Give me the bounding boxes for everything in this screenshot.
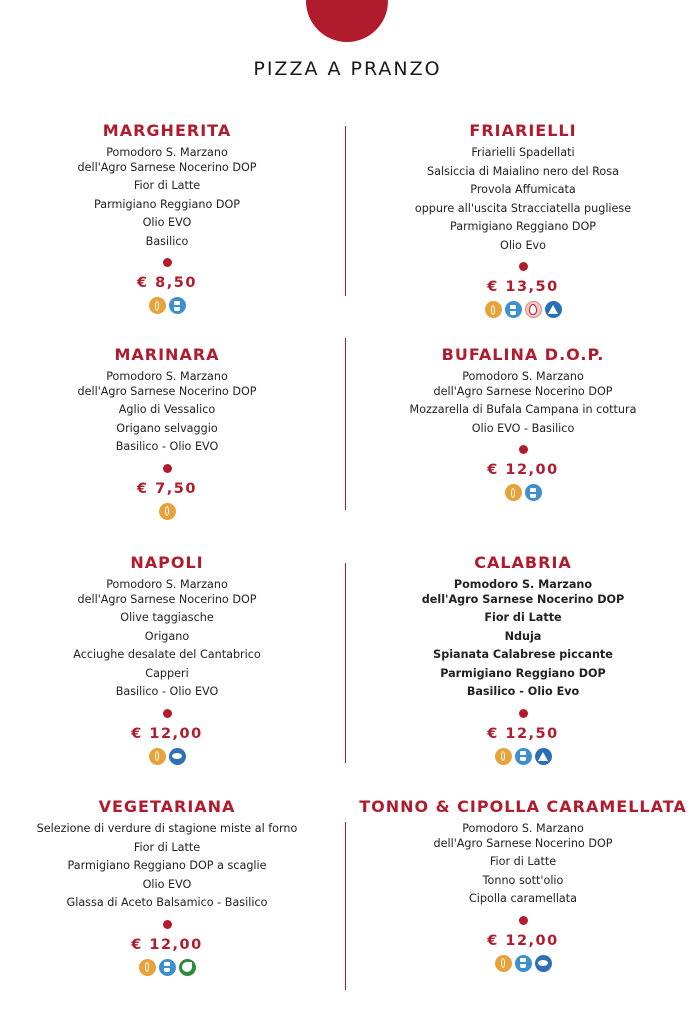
milk-icon [505, 301, 522, 318]
ingredient: oppure all'uscita Stracciatella pugliese [414, 201, 632, 215]
ingredient: Parmigiano Reggiano DOP [440, 666, 606, 680]
ingredient: dell'Agro Sarnese Nocerino DOP [421, 592, 625, 606]
pizza-card [0, 553, 337, 765]
ingredient: Olio EVO [142, 877, 192, 891]
ingredient: dell'Agro Sarnese Nocerino DOP [77, 384, 257, 398]
separator-dot [519, 445, 528, 454]
ingredient: Selezione di verdure di stagione miste al forno [36, 822, 298, 835]
pizza-name: BUFALINA D.O.P. [441, 345, 605, 364]
wheat-icon [495, 955, 512, 972]
wheat-icon [485, 301, 502, 318]
wheat-icon [495, 748, 512, 765]
milk-icon [515, 955, 532, 972]
ingredient: Nduja [504, 629, 542, 643]
egg-icon [525, 301, 542, 318]
wheat-icon [505, 484, 522, 501]
milk-icon [169, 297, 186, 314]
divider-1 [345, 126, 346, 296]
celery-icon [179, 959, 196, 976]
price: € 12,00 [487, 462, 559, 478]
ingredient: Pomodoro S. Marzano [453, 578, 593, 591]
ingredient: Fior di Latte [133, 840, 201, 854]
separator-dot [519, 262, 528, 271]
wheat-icon [159, 503, 176, 520]
ingredient: Spianata Calabrese piccante [433, 648, 613, 661]
ingredient: Parmigiano Reggiano DOP [449, 220, 597, 233]
wheat-icon [149, 297, 166, 314]
ingredient: Fior di Latte [489, 855, 557, 868]
ingredient: dell'Agro Sarnese Nocerino DOP [77, 160, 257, 174]
separator-dot [163, 920, 172, 929]
allergen-icons [0, 503, 337, 520]
ingredient: Origano selvaggio [116, 421, 218, 435]
ingredient: Provola Affumicata [470, 183, 576, 196]
ingredient: Pomodoro S. Marzano [106, 578, 228, 591]
separator-dot [519, 709, 528, 718]
allergen-icons [353, 748, 693, 765]
fish-icon [169, 748, 186, 765]
ingredient: Olio EVO - Basilico [471, 421, 575, 435]
ingredient: Pomodoro S. Marzano [462, 822, 584, 835]
ingredient: Aglio di Vessalico [118, 403, 216, 416]
ingredient: Glassa di Aceto Balsamico - Basilico [66, 896, 268, 909]
ingredient: Fior di Latte [133, 179, 201, 192]
pizza-name: MARGHERITA [102, 121, 232, 140]
ingredient: Parmigiano Reggiano DOP a scaglie [67, 859, 267, 872]
divider-4 [345, 822, 346, 990]
pizza-name: CALABRIA [474, 553, 572, 572]
mustard-icon [535, 748, 552, 765]
pizza-card [0, 121, 337, 314]
ingredient: Origano [144, 629, 190, 643]
separator-dot [163, 464, 172, 473]
ingredient: Fior di Latte [484, 611, 562, 624]
pizza-name: FRIARIELLI [469, 121, 577, 140]
ingredient: dell'Agro Sarnese Nocerino DOP [433, 836, 613, 850]
fish-icon [535, 955, 552, 972]
milk-icon [515, 748, 532, 765]
pizza-card [353, 553, 693, 765]
milk-icon [525, 484, 542, 501]
separator-dot [519, 916, 528, 925]
price: € 13,50 [487, 279, 559, 295]
allergen-icons [0, 297, 337, 314]
divider-2 [345, 338, 346, 510]
ingredient: Cipolla caramellata [468, 892, 578, 905]
price: € 12,00 [487, 932, 559, 949]
ingredient: Pomodoro S. Marzano [106, 370, 228, 383]
logo-circle [306, 0, 388, 42]
allergen-icons [353, 955, 693, 972]
allergen-icons [0, 748, 337, 765]
ingredient: Basilico - Olio Evo [466, 685, 580, 698]
ingredient: Salsiccia di Maialino nero del Rosa [427, 164, 619, 178]
ingredient: Mozzarella di Bufala Campana in cottura [409, 403, 637, 416]
allergen-icons [353, 484, 693, 501]
pizza-name: NAPOLI [130, 553, 204, 572]
milk-icon [159, 959, 176, 976]
separator-dot [163, 709, 172, 718]
price: € 12,00 [131, 725, 203, 742]
pizza-name: TONNO & CIPOLLA CARAMELLATA [359, 797, 687, 816]
pizza-name: VEGETARIANA [98, 797, 236, 816]
pizza-card [353, 797, 693, 972]
ingredient: Olio EVO [142, 216, 192, 229]
ingredient: Tonno sott'olio [482, 873, 564, 887]
price: € 12,50 [487, 725, 559, 742]
pizza-card [0, 797, 337, 976]
ingredient: Basilico [145, 234, 189, 248]
allergen-icons [0, 959, 337, 976]
pizza-card [0, 345, 337, 520]
wheat-icon [139, 959, 156, 976]
separator-dot [163, 258, 172, 267]
ingredient: Basilico - Olio EVO [115, 685, 219, 698]
ingredient: Friarielli Spadellati [471, 146, 575, 159]
ingredient: Capperi [145, 666, 189, 680]
ingredient: Basilico - Olio EVO [115, 440, 219, 453]
divider-3 [345, 563, 346, 763]
price: € 12,00 [131, 936, 203, 953]
ingredient: Acciughe desalate del Cantabrico [73, 648, 261, 661]
mustard-icon [545, 301, 562, 318]
ingredient: Pomodoro S. Marzano [106, 146, 228, 159]
ingredient: dell'Agro Sarnese Nocerino DOP [433, 384, 613, 398]
price: € 8,50 [137, 275, 197, 291]
price: € 7,50 [137, 480, 197, 497]
ingredient: Pomodoro S. Marzano [462, 370, 584, 383]
wheat-icon [149, 748, 166, 765]
ingredient: Olive taggiasche [120, 611, 214, 624]
ingredient: Olio Evo [500, 238, 546, 252]
page-title: PIZZA A PRANZO [253, 58, 442, 80]
pizza-name: MARINARA [114, 345, 220, 364]
allergen-icons [353, 301, 693, 318]
pizza-card [353, 121, 693, 318]
ingredient: dell'Agro Sarnese Nocerino DOP [77, 592, 257, 606]
ingredient: Parmigiano Reggiano DOP [93, 197, 241, 211]
pizza-card [353, 345, 693, 501]
